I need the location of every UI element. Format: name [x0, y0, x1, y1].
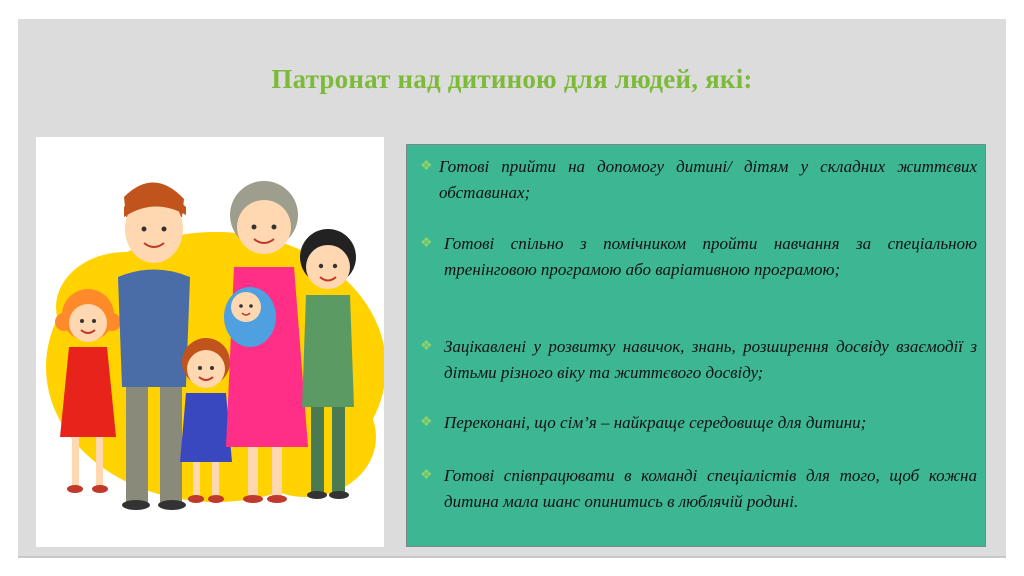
criteria-item-text: Готові спільно з помічником пройти навчання за спеціальною тренінговою програмою або варіативною програмою; [444, 234, 977, 279]
family-illustration [36, 137, 384, 547]
criteria-item-text: Зацікавлені у розвитку навичок, знань, розширення досвіду взаємодії з дітьми різного віку та життєвого досвіду; [444, 337, 977, 382]
criteria-item [420, 463, 977, 515]
criteria-item-text: Готові співпрацювати в команді спеціалістів для того, щоб кожна дитина мала шанс опинитись в люблячій родині. [444, 466, 977, 511]
diamond-bullet-icon: ❖ [420, 415, 433, 430]
criteria-item [420, 154, 977, 206]
diamond-bullet-icon: ❖ [420, 339, 433, 354]
criteria-item-text: Переконані, що сім’я – найкраще середовище для дитини; [444, 413, 867, 432]
criteria-item [420, 410, 977, 436]
criteria-item [420, 334, 977, 386]
criteria-item-text: Готові прийти на допомогу дитині/ дітям у складних життєвих обставинах; [439, 157, 977, 202]
diamond-bullet-icon: ❖ [420, 468, 433, 483]
diamond-bullet-icon: ❖ [420, 236, 433, 251]
criteria-item [420, 231, 977, 283]
slide-shadow [18, 556, 1006, 558]
slide-title: Патронат над дитиною для людей, які: [271, 64, 753, 94]
criteria-panel [406, 144, 986, 547]
diamond-bullet-icon: ❖ [420, 159, 433, 174]
